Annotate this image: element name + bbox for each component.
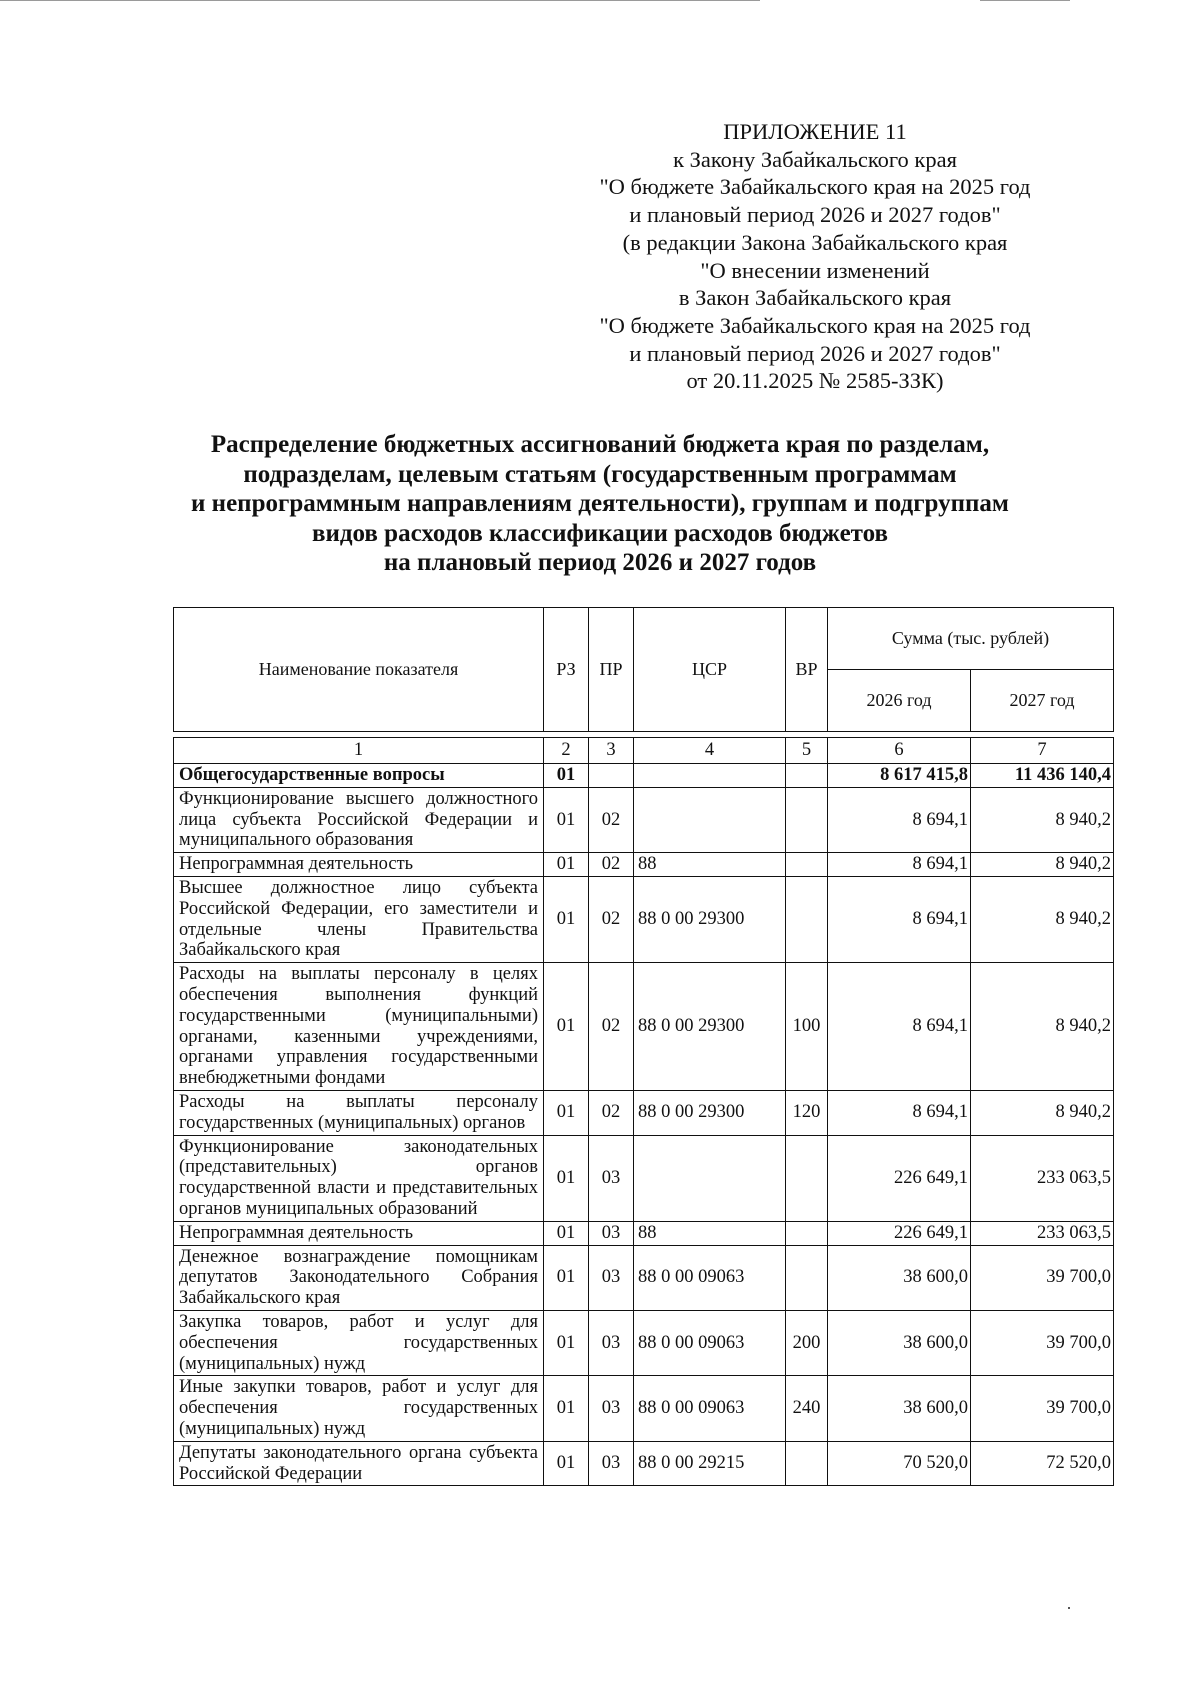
row-csr: 88 [634, 853, 786, 877]
appendix-line: к Закону Забайкальского края [673, 146, 957, 172]
table-row [174, 1310, 1114, 1375]
header-rz: РЗ [544, 608, 589, 732]
column-number: 6 [828, 738, 971, 764]
row-csr: 88 0 00 29300 [634, 1090, 786, 1135]
column-number: 7 [971, 738, 1114, 764]
table-row [174, 963, 1114, 1091]
appendix-line: ПРИЛОЖЕНИЕ 11 [723, 119, 907, 144]
row-csr: 88 0 00 29300 [634, 963, 786, 1091]
table-row [174, 1090, 1114, 1135]
row-pr: 03 [589, 1310, 634, 1375]
table-row [174, 1245, 1114, 1310]
row-pr: 03 [589, 1441, 634, 1486]
row-name: Функционирование высшего должностного лица субъекта Российской Федерации и муниципального образования [174, 787, 544, 852]
row-amount-2027: 8 940,2 [971, 963, 1114, 1091]
row-vr [786, 1441, 828, 1486]
row-pr [589, 764, 634, 788]
row-rz: 01 [544, 1310, 589, 1375]
row-rz: 01 [544, 1245, 589, 1310]
row-csr: 88 [634, 1221, 786, 1245]
header-csr: ЦСР [634, 608, 786, 732]
row-vr [786, 1135, 828, 1221]
row-rz: 01 [544, 963, 589, 1091]
row-pr: 02 [589, 853, 634, 877]
table-header [173, 607, 1114, 732]
table-row [174, 1221, 1114, 1245]
row-pr: 03 [589, 1376, 634, 1441]
title-line: видов расходов классификации расходов бюджетов [312, 519, 888, 547]
title-line: на плановый период 2026 и 2027 годов [383, 549, 817, 576]
row-amount-2026: 8 694,1 [828, 963, 971, 1091]
row-name: Расходы на выплаты персоналу в целях обеспечения выполнения функций государственными (муниципальными) органами, казенными учреждениями, органами управления государственными внебюджетными фондами [174, 963, 544, 1091]
row-csr: 88 0 00 09063 [634, 1376, 786, 1441]
row-csr: 88 0 00 29300 [634, 876, 786, 962]
row-csr: 88 0 00 09063 [634, 1245, 786, 1310]
row-csr [634, 764, 786, 788]
column-number: 1 [174, 738, 544, 764]
document-title [130, 430, 1070, 578]
row-rz: 01 [544, 1221, 589, 1245]
appendix-line: и плановый период 2026 и 2027 годов" [629, 202, 1001, 228]
row-pr: 02 [589, 876, 634, 962]
row-amount-2027: 11 436 140,4 [971, 764, 1114, 788]
row-amount-2027: 72 520,0 [971, 1441, 1114, 1486]
row-rz: 01 [544, 764, 589, 788]
appendix-line: от 20.11.2025 № 2585-ЗЗК) [686, 368, 944, 394]
row-rz: 01 [544, 853, 589, 877]
table-row [174, 876, 1114, 962]
scan-speck [1068, 1607, 1070, 1609]
row-vr: 240 [786, 1376, 828, 1441]
row-amount-2027: 8 940,2 [971, 853, 1114, 877]
row-amount-2026: 226 649,1 [828, 1221, 971, 1245]
row-rz: 01 [544, 1090, 589, 1135]
table-row [174, 1376, 1114, 1441]
column-numbers-row [174, 738, 1114, 764]
table-row [174, 764, 1114, 788]
header-vr: ВР [786, 608, 828, 732]
row-amount-2026: 8 617 415,8 [828, 764, 971, 788]
header-sum: Сумма (тыс. рублей) [828, 608, 1114, 670]
row-amount-2026: 38 600,0 [828, 1310, 971, 1375]
row-name: Непрограммная деятельность [174, 1221, 544, 1245]
column-number: 4 [634, 738, 786, 764]
row-amount-2027: 39 700,0 [971, 1376, 1114, 1441]
row-name: Высшее должностное лицо субъекта Российской Федерации, его заместители и отдельные члены Правительства Забайкальского края [174, 876, 544, 962]
row-vr [786, 1221, 828, 1245]
row-pr: 03 [589, 1245, 634, 1310]
appendix-line: в Закон Забайкальского края [678, 285, 952, 311]
row-rz: 01 [544, 876, 589, 962]
row-name: Депутаты законодательного органа субъекта Российской Федерации [174, 1441, 544, 1486]
row-vr: 100 [786, 963, 828, 1091]
row-vr [786, 764, 828, 788]
table-row [174, 853, 1114, 877]
column-number: 5 [786, 738, 828, 764]
header-name: Наименование показателя [174, 608, 544, 732]
row-amount-2026: 38 600,0 [828, 1245, 971, 1310]
row-pr: 02 [589, 963, 634, 1091]
row-rz: 01 [544, 1441, 589, 1486]
scan-top-edge [0, 0, 760, 1]
appendix-line: и плановый период 2026 и 2027 годов" [629, 340, 1001, 366]
title-line: и непрограммным направлениям деятельности), группам и подгруппам [191, 490, 1009, 517]
row-amount-2027: 8 940,2 [971, 787, 1114, 852]
appendix-line: "О внесении изменений [700, 257, 930, 283]
row-csr: 88 0 00 29215 [634, 1441, 786, 1486]
row-vr [786, 853, 828, 877]
row-vr [786, 1245, 828, 1310]
row-amount-2026: 8 694,1 [828, 876, 971, 962]
budget-table [173, 737, 1114, 1486]
row-name: Иные закупки товаров, работ и услуг для обеспечения государственных (муниципальных) нужд [174, 1376, 544, 1441]
row-amount-2026: 8 694,1 [828, 1090, 971, 1135]
appendix-line: (в редакции Закона Забайкальского края [622, 229, 1008, 255]
title-line: подразделам, целевым статьям (государственным программам [243, 460, 957, 488]
column-number: 3 [589, 738, 634, 764]
row-rz: 01 [544, 1135, 589, 1221]
row-amount-2027: 233 063,5 [971, 1135, 1114, 1221]
row-csr: 88 0 00 09063 [634, 1310, 786, 1375]
column-number: 2 [544, 738, 589, 764]
row-amount-2026: 226 649,1 [828, 1135, 971, 1221]
table-row [174, 1135, 1114, 1221]
table-row [174, 787, 1114, 852]
scan-top-edge-right [980, 0, 1070, 1]
row-amount-2027: 39 700,0 [971, 1310, 1114, 1375]
appendix-line: "О бюджете Забайкальского края на 2025 год [599, 174, 1031, 200]
row-amount-2026: 8 694,1 [828, 853, 971, 877]
row-amount-2027: 8 940,2 [971, 876, 1114, 962]
row-vr [786, 787, 828, 852]
row-name: Общегосударственные вопросы [174, 764, 544, 788]
row-amount-2027: 8 940,2 [971, 1090, 1114, 1135]
row-name: Непрограммная деятельность [174, 853, 544, 877]
row-pr: 02 [589, 1090, 634, 1135]
row-amount-2026: 38 600,0 [828, 1376, 971, 1441]
row-amount-2026: 8 694,1 [828, 787, 971, 852]
row-vr: 200 [786, 1310, 828, 1375]
row-name: Расходы на выплаты персоналу государственных (муниципальных) органов [174, 1090, 544, 1135]
row-amount-2027: 233 063,5 [971, 1221, 1114, 1245]
title-line: Распределение бюджетных ассигнований бюджета края по разделам, [210, 431, 990, 458]
appendix-line: "О бюджете Забайкальского края на 2025 год [599, 312, 1031, 338]
row-csr [634, 1135, 786, 1221]
row-amount-2026: 70 520,0 [828, 1441, 971, 1486]
row-rz: 01 [544, 1376, 589, 1441]
table-row [174, 1441, 1114, 1486]
row-vr: 120 [786, 1090, 828, 1135]
header-year-2026: 2026 год [828, 670, 971, 732]
appendix-block [560, 118, 1070, 395]
row-amount-2027: 39 700,0 [971, 1245, 1114, 1310]
header-year-2027: 2027 год [971, 670, 1114, 732]
row-name: Функционирование законодательных (представительных) органов государственной власти и представительных органов муниципальных образований [174, 1135, 544, 1221]
row-rz: 01 [544, 787, 589, 852]
row-vr [786, 876, 828, 962]
row-pr: 03 [589, 1221, 634, 1245]
row-name: Денежное вознаграждение помощникам депутатов Законодательного Собрания Забайкальского края [174, 1245, 544, 1310]
row-pr: 02 [589, 787, 634, 852]
row-pr: 03 [589, 1135, 634, 1221]
row-csr [634, 787, 786, 852]
header-pr: ПР [589, 608, 634, 732]
row-name: Закупка товаров, работ и услуг для обеспечения государственных (муниципальных) нужд [174, 1310, 544, 1375]
